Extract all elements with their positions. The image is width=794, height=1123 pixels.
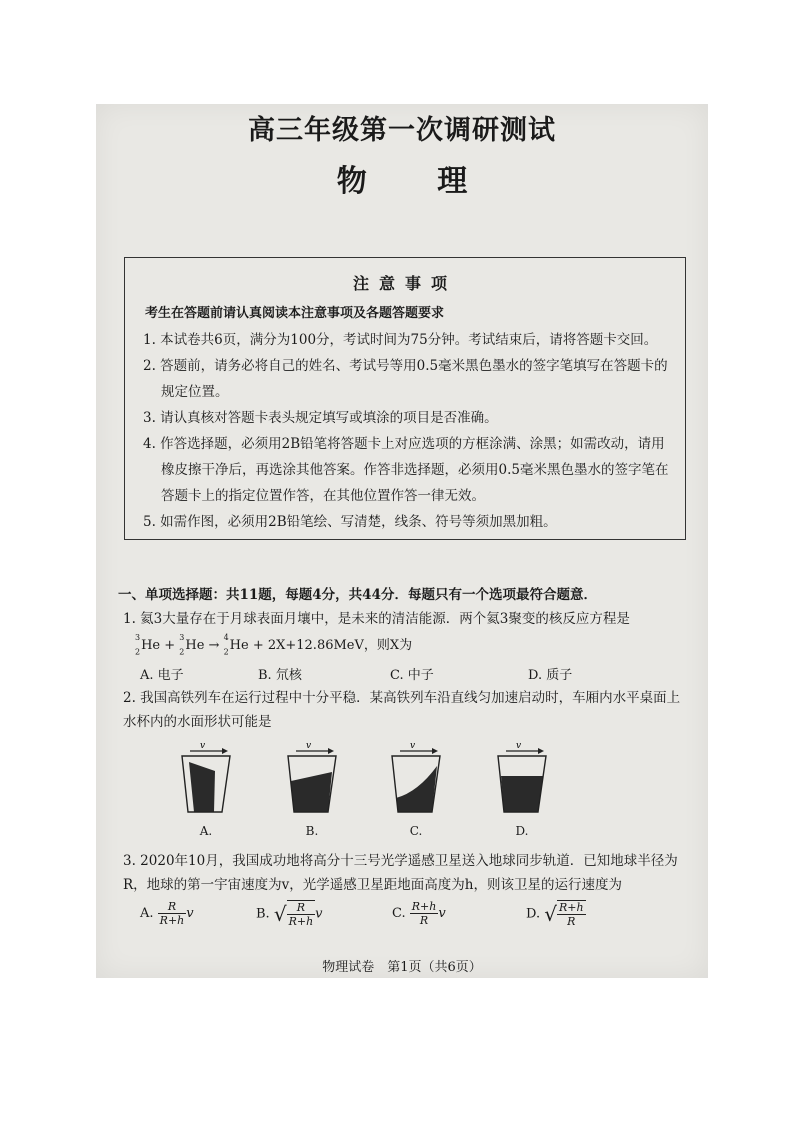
- option-d[interactable]: [526, 900, 586, 928]
- option-letter: D.: [526, 906, 541, 922]
- denominator: R: [419, 914, 429, 927]
- denominator: R: [567, 915, 576, 928]
- svg-text:v: v: [200, 741, 206, 751]
- section-title: 一、单项选择题：共11题，每题4分，共44分．每题只有一个选项最符合题意．: [118, 587, 597, 603]
- cup-c-label: C.: [409, 824, 423, 838]
- var-v: v: [186, 906, 194, 921]
- numerator: R+h: [558, 901, 584, 914]
- page-footer: 物理试卷 第1页（共6页）: [322, 960, 482, 975]
- cup-figure-c[interactable]: [388, 740, 448, 850]
- option-a[interactable]: [140, 900, 194, 927]
- cup-d-icon: [494, 740, 554, 820]
- svg-text:v: v: [516, 741, 522, 751]
- option-b[interactable]: B. 氘核: [258, 668, 302, 683]
- question-3-stem: 3. 2020年10月，我国成功地将高分十三号光学遥感卫星送入地球同步轨道．已知地球半径为R，地球的第一宇宙速度为v，光学遥感卫星距地面高度为h，则该卫星的运行速度为: [123, 853, 678, 893]
- cup-d-label: D.: [515, 824, 529, 838]
- var-v: v: [438, 906, 446, 921]
- notice-box: [124, 257, 686, 540]
- cup-figure-a[interactable]: [178, 740, 238, 850]
- cup-b-icon: [284, 740, 344, 820]
- var-v: v: [315, 906, 323, 922]
- notice-list: [125, 327, 685, 535]
- equation-tail: +12.86MeV，则X为: [285, 638, 413, 653]
- option-a[interactable]: A. 电子: [140, 668, 184, 683]
- sqrt-icon: √: [544, 902, 557, 926]
- fraction: [557, 900, 586, 928]
- notice-item: 1. 本试卷共6页，满分为100分，考试时间为75分钟。考试结束后，请将答题卡交回。: [143, 332, 658, 348]
- option-c[interactable]: [392, 900, 446, 927]
- cup-b-label: B.: [305, 824, 319, 838]
- exam-page: [96, 104, 708, 978]
- option-letter: B.: [256, 906, 270, 922]
- fraction: [158, 900, 187, 927]
- option-c[interactable]: C. 中子: [390, 668, 434, 683]
- question-1-stem: 1. 氦3大量存在于月球表面月壤中，是未来的清洁能源．两个氦3聚变的核反应方程是: [123, 611, 630, 627]
- denominator: R+h: [159, 914, 185, 927]
- denominator: R+h: [288, 915, 314, 928]
- numerator: R: [158, 900, 187, 914]
- sqrt-icon: √: [273, 902, 287, 926]
- svg-text:v: v: [306, 741, 312, 751]
- option-letter: C.: [392, 906, 406, 921]
- numerator: R+h: [411, 900, 437, 913]
- notice-item: 4. 作答选择题，必须用2B铅笔将答题卡上对应选项的方框涂满、涂黑；如需改动，请用橡皮擦干净后，再选涂其他答案。作答非选择题，必须用0.5毫米黑色墨水的签字笔在答题卡上的指定位置作答，在其他位置作答一律无效。: [143, 436, 669, 504]
- notice-intro: 考生在答题前请认真阅读本注意事项及各题答题要求: [145, 306, 445, 321]
- numerator: R: [287, 901, 316, 915]
- question-2-stem: 2. 我国高铁列车在运行过程中十分平稳．某高铁列车沿直线匀加速启动时，车厢内水平桌面上水杯内的水面形状可能是: [123, 690, 681, 730]
- cup-figure-d[interactable]: [494, 740, 554, 850]
- cup-figure-b[interactable]: [284, 740, 344, 850]
- svg-text:v: v: [410, 741, 416, 751]
- option-d[interactable]: D. 质子: [528, 668, 573, 683]
- notice-title: 注意事项: [352, 274, 457, 293]
- option-letter: A.: [140, 906, 154, 921]
- cup-figures: [166, 740, 566, 850]
- exam-title: 高三年级第一次调研测试: [248, 115, 556, 146]
- notice-item: 5. 如需作图，必须用2B铅笔绘、写清楚，线条、符号等须加黑加粗。: [143, 514, 557, 530]
- nuclear-equation: $^3$ $_2$He + $^3$ $_2$He → $^4$ $_2$He + 2X+12.86MeV，则X为: [135, 633, 413, 657]
- fraction: [410, 900, 439, 927]
- fraction: [287, 900, 316, 928]
- subject-title: 物 理: [336, 164, 498, 199]
- cup-c-icon: [388, 740, 448, 820]
- notice-item: 2. 答题前，请务必将自己的姓名、考试号等用0.5毫米黑色墨水的签字笔填写在答题卡的规定位置。: [143, 358, 668, 400]
- option-b[interactable]: [256, 900, 323, 928]
- notice-item: 3. 请认真核对答题卡表头规定填写或填涂的项目是否准确。: [143, 410, 498, 426]
- cup-a-icon: [178, 740, 238, 820]
- cup-a-label: A.: [199, 824, 213, 838]
